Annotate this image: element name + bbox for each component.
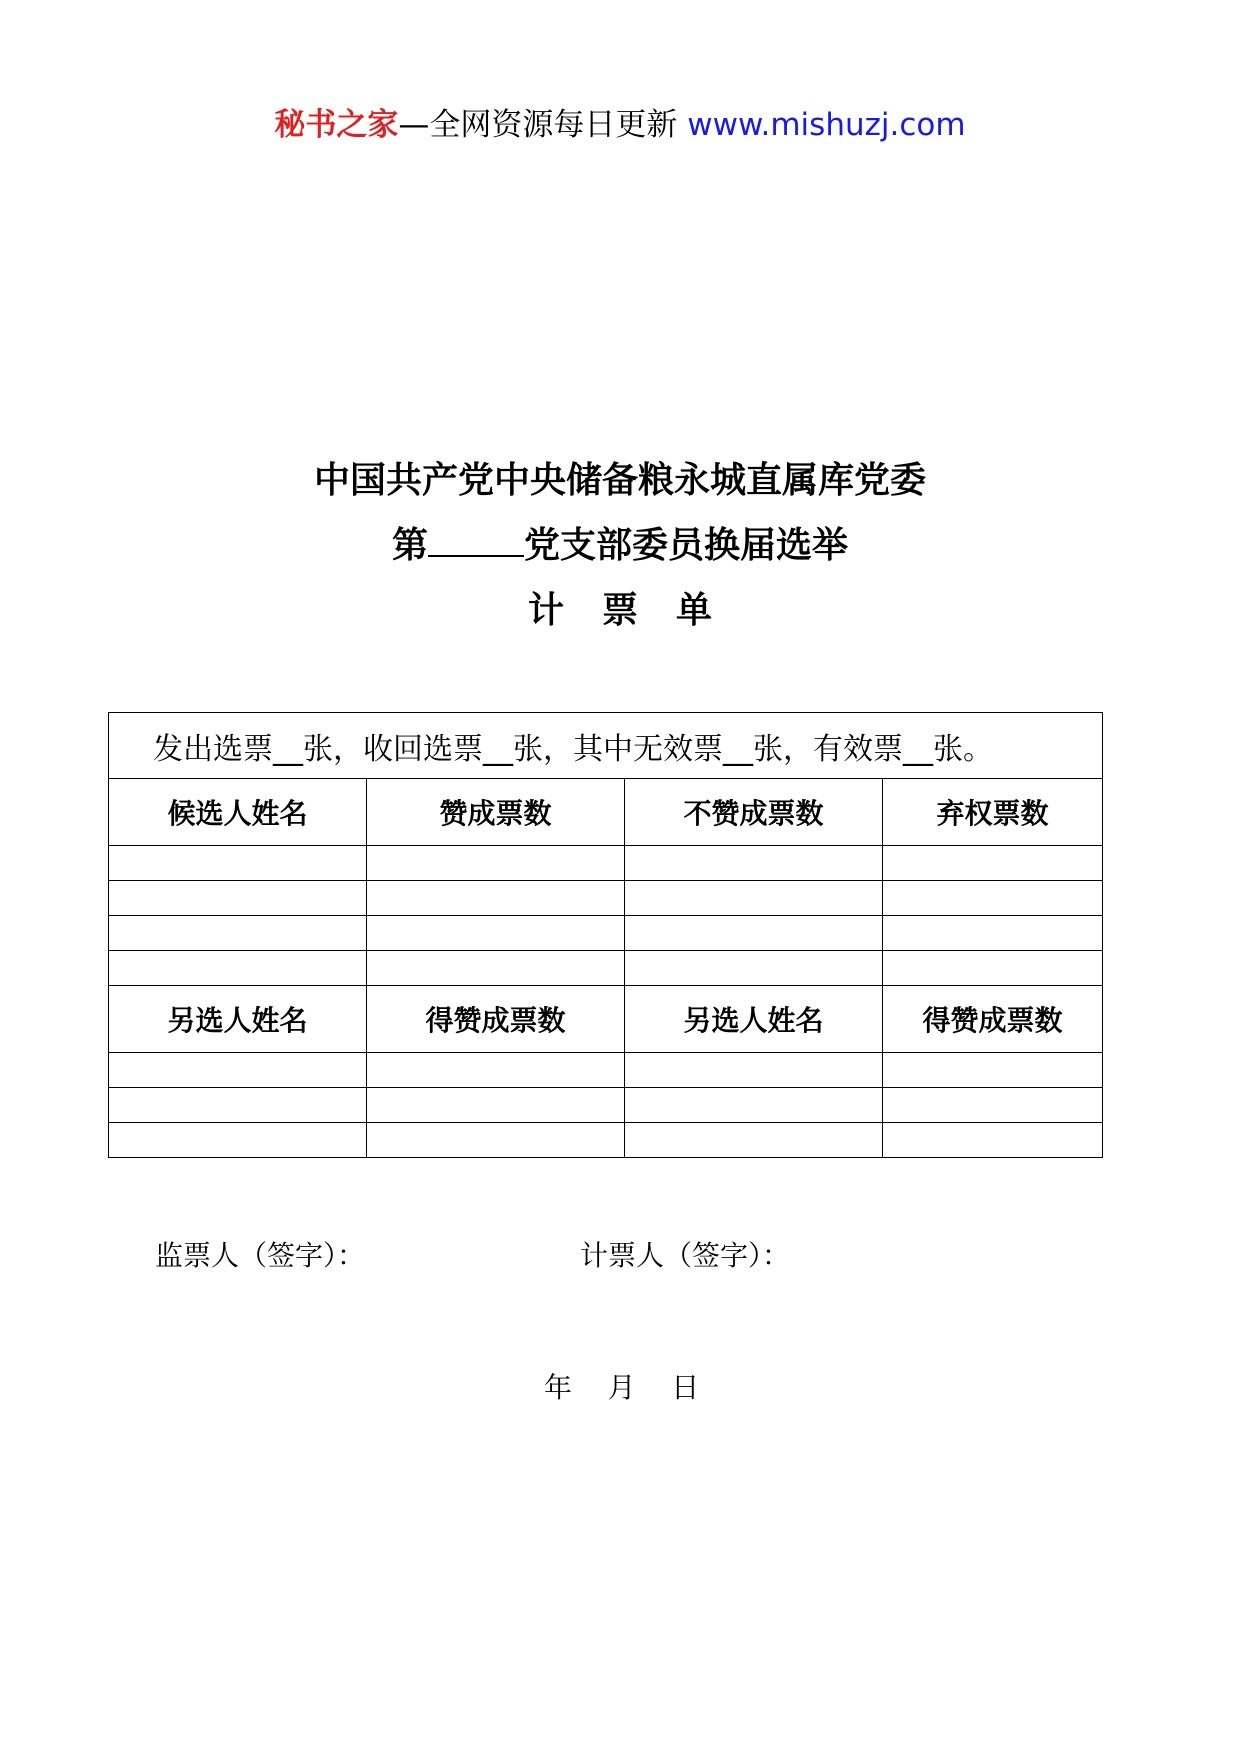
other-candidate-header-row xyxy=(109,986,1103,1053)
table-cell[interactable] xyxy=(109,916,367,951)
table-cell[interactable] xyxy=(367,881,625,916)
table-cell[interactable] xyxy=(367,1053,625,1088)
header-abstentions: 弃权票数 xyxy=(883,779,1103,846)
table-cell[interactable] xyxy=(883,1053,1103,1088)
table-cell[interactable] xyxy=(625,1123,883,1158)
table-row xyxy=(109,846,1103,881)
date-month-label: 月 xyxy=(607,1371,636,1404)
document-title-tally-sheet: 计票单 xyxy=(527,590,750,631)
table-cell[interactable] xyxy=(883,846,1103,881)
table-row xyxy=(109,1088,1103,1123)
table-cell[interactable] xyxy=(367,846,625,881)
table-cell[interactable] xyxy=(625,1088,883,1123)
header-votes-against: 不赞成票数 xyxy=(625,779,883,846)
date-year-label: 年 xyxy=(544,1371,573,1404)
site-url-link[interactable]: www.mishuzj.com xyxy=(687,107,966,143)
header-votes-for: 赞成票数 xyxy=(367,779,625,846)
table-cell[interactable] xyxy=(367,1088,625,1123)
table-cell[interactable] xyxy=(883,1123,1103,1158)
header-other-candidate-name: 另选人姓名 xyxy=(109,986,367,1053)
tally-table xyxy=(108,712,1103,1158)
brand-name: 秘书之家 xyxy=(274,107,399,143)
table-cell[interactable] xyxy=(883,916,1103,951)
table-cell[interactable] xyxy=(109,1123,367,1158)
table-cell[interactable] xyxy=(109,846,367,881)
ballot-summary: 发出选票__张，收回选票__张，其中无效票__张，有效票__张。 xyxy=(109,713,1103,779)
header-candidate-name: 候选人姓名 xyxy=(109,779,367,846)
table-cell[interactable] xyxy=(367,1123,625,1158)
table-row xyxy=(109,881,1103,916)
branch-number-blank xyxy=(428,521,524,557)
candidate-header-row xyxy=(109,779,1103,846)
header-other-votes-for-2: 得赞成票数 xyxy=(883,986,1103,1053)
header-tagline: —全网资源每日更新 xyxy=(398,107,678,143)
document-header xyxy=(0,100,1240,150)
table-cell[interactable] xyxy=(109,1088,367,1123)
date-day-label: 日 xyxy=(671,1371,700,1404)
document-title-organization: 中国共产党中央储备粮永城直属库党委 xyxy=(313,460,926,501)
table-cell[interactable] xyxy=(109,1053,367,1088)
table-row xyxy=(109,1123,1103,1158)
title-prefix: 第 xyxy=(391,525,428,566)
table-cell[interactable] xyxy=(883,1088,1103,1123)
document-title-election xyxy=(0,521,1240,571)
table-row xyxy=(109,1053,1103,1088)
table-cell[interactable] xyxy=(625,1053,883,1088)
table-cell[interactable] xyxy=(625,881,883,916)
table-cell[interactable] xyxy=(367,916,625,951)
table-cell[interactable] xyxy=(883,951,1103,986)
summary-row xyxy=(109,713,1103,779)
header-other-candidate-name-2: 另选人姓名 xyxy=(625,986,883,1053)
table-cell[interactable] xyxy=(625,846,883,881)
date-line xyxy=(544,1366,699,1410)
title-suffix: 党支部委员换届选举 xyxy=(524,525,849,566)
monitor-signature-label: 监票人（签字）： xyxy=(155,1239,366,1272)
table-cell[interactable] xyxy=(109,881,367,916)
header-other-votes-for: 得赞成票数 xyxy=(367,986,625,1053)
table-cell[interactable] xyxy=(109,951,367,986)
table-row xyxy=(109,916,1103,951)
table-row xyxy=(109,951,1103,986)
table-cell[interactable] xyxy=(625,916,883,951)
table-cell[interactable] xyxy=(367,951,625,986)
table-cell[interactable] xyxy=(625,951,883,986)
counter-signature-label: 计票人（签字）： xyxy=(580,1239,791,1272)
table-cell[interactable] xyxy=(883,881,1103,916)
